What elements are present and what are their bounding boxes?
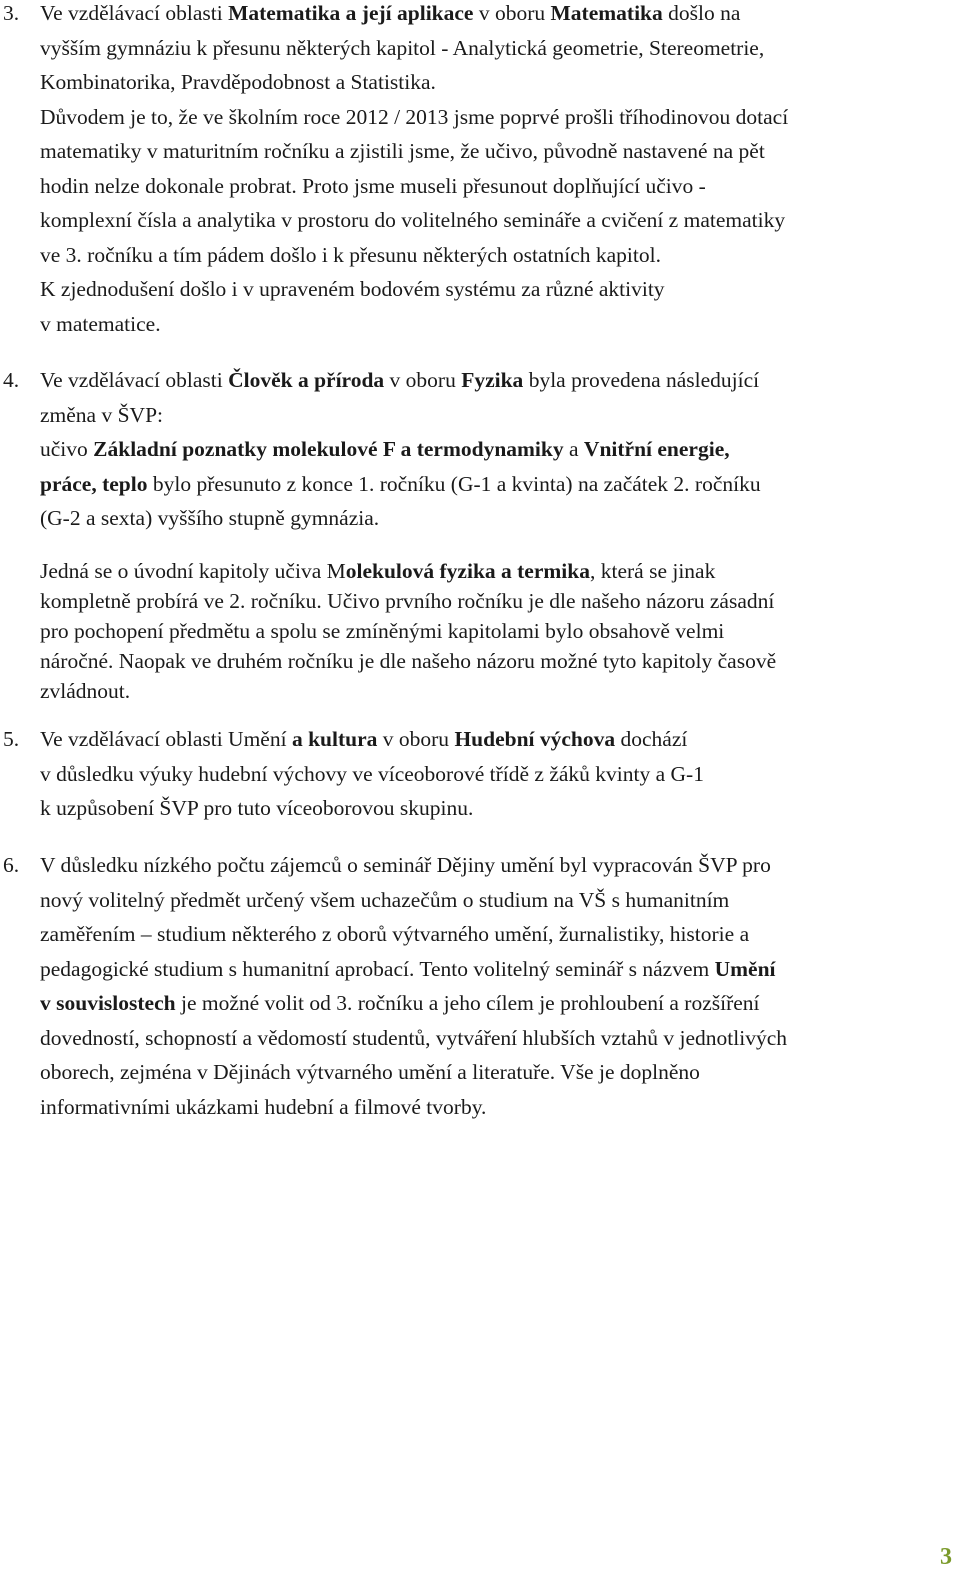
bold-text: Fyzika bbox=[461, 368, 524, 392]
text-run: V důsledku nízkého počtu zájemců o seminář Dějiny umění byl vypracován ŠVP pro bbox=[40, 853, 771, 877]
text-line bbox=[40, 722, 952, 757]
item-number: 5. bbox=[3, 727, 20, 751]
text-run: informativními ukázkami hudební a filmové tvorby. bbox=[40, 1094, 487, 1119]
text-line bbox=[40, 791, 952, 826]
text-line bbox=[40, 952, 952, 987]
item-number: 3. bbox=[3, 1, 20, 25]
text-run: v oboru bbox=[377, 727, 455, 751]
item-text bbox=[40, 0, 952, 341]
text-line bbox=[40, 238, 952, 273]
text-line bbox=[40, 134, 952, 169]
text-run: v důsledku výuky hudební výchovy ve víceoborové třídě z žáků kvinty a G-1 bbox=[40, 761, 704, 786]
text-line bbox=[40, 432, 952, 467]
text-run: Kombinatorika, Pravděpodobnost a Statistika. bbox=[40, 70, 436, 94]
text-run: zvládnout. bbox=[40, 678, 131, 703]
text-run: ve 3. ročníku a tím pádem došlo i k přesunu některých ostatních kapitol. bbox=[40, 242, 661, 267]
bold-text: Matematika a její aplikace bbox=[228, 1, 474, 25]
text-line bbox=[40, 169, 952, 204]
text-line bbox=[40, 363, 952, 398]
text-line bbox=[40, 883, 952, 918]
text-run: Ve vzdělávací oblasti bbox=[40, 368, 229, 392]
text-run: náročné. Naopak ve druhém ročníku je dle našeho názoru možné tyto kapitoly časově bbox=[40, 648, 777, 673]
list-item-6 bbox=[0, 848, 960, 1124]
bold-text: Člověk a příroda bbox=[228, 368, 385, 392]
page-number: 3 bbox=[940, 1544, 952, 1570]
text-line bbox=[40, 272, 952, 307]
text-run: dovedností, schopností a vědomostí studentů, vytváření hlubších vztahů v jednotlivých bbox=[40, 1025, 788, 1050]
text-line bbox=[40, 556, 952, 586]
list-item-5 bbox=[0, 722, 960, 826]
text-line bbox=[40, 616, 952, 646]
text-line bbox=[40, 986, 952, 1021]
text-run: je možné volit od 3. ročníku a jeho cílem je prohloubení a rozšíření bbox=[175, 991, 760, 1015]
text-run: dochází bbox=[615, 727, 688, 751]
text-run: pro pochopení předmětu a spolu se zmíněnými kapitolami bylo obsahově velmi bbox=[40, 618, 725, 643]
list-item-4 bbox=[0, 363, 960, 706]
bold-text: Vnitřní energie, bbox=[583, 437, 730, 461]
item-text bbox=[40, 848, 952, 1124]
text-line bbox=[40, 1090, 952, 1125]
list-item-3 bbox=[0, 0, 960, 341]
text-run: v matematice. bbox=[40, 311, 161, 336]
text-run: pedagogické studium s humanitní aprobací. Tento volitelný seminář s názvem bbox=[40, 956, 715, 981]
item-text bbox=[40, 722, 952, 826]
item-text bbox=[40, 363, 952, 706]
text-line bbox=[40, 467, 952, 502]
text-run: k uzpůsobení ŠVP pro tuto víceoborovou skupinu. bbox=[40, 796, 474, 820]
text-run: (G-2 a sexta) vyššího stupně gymnázia. bbox=[40, 506, 380, 530]
item-number: 4. bbox=[3, 368, 20, 392]
text-run: Důvodem je to, že ve školním roce 2012 / 2013 jsme poprvé prošli tříhodinovou dotací bbox=[40, 104, 789, 129]
text-run: komplexní čísla a analytika v prostoru do volitelného semináře a cvičení z matematiky bbox=[40, 208, 786, 232]
text-run: Jedná se o úvodní kapitoly učiva M bbox=[40, 558, 346, 583]
paragraph bbox=[40, 0, 952, 341]
text-line bbox=[40, 917, 952, 952]
text-line bbox=[40, 398, 952, 433]
text-run: bylo přesunuto z konce 1. ročníku (G-1 a kvinta) na začátek 2. ročníku bbox=[147, 471, 761, 496]
text-line bbox=[40, 31, 952, 66]
text-run: a bbox=[563, 437, 584, 461]
text-run: zaměřením bbox=[40, 922, 141, 946]
bold-text: Základní poznatky molekulové F a termodynamiky bbox=[93, 437, 564, 461]
text-line bbox=[40, 0, 952, 31]
text-line bbox=[40, 757, 952, 792]
text-line bbox=[40, 65, 952, 100]
text-run: K zjednodušení došlo i v upraveném bodovém systému za různé aktivity bbox=[40, 277, 665, 301]
text-run: v oboru bbox=[384, 368, 462, 392]
bold-text: olekulová fyzika a termika bbox=[345, 558, 590, 583]
text-run: nový volitelný předmět určený všem uchazečům o studium na VŠ s humanitním bbox=[40, 887, 730, 912]
text-run: vyšším gymnáziu k přesunu některých kapitol - Analytická geometrie, Stereometrie, bbox=[40, 35, 765, 60]
text-run: došlo na bbox=[662, 1, 741, 25]
text-line bbox=[40, 203, 952, 238]
text-run: Ve vzdělávací oblasti bbox=[40, 1, 229, 25]
text-run: Ve vzdělávací oblasti Umění bbox=[40, 727, 292, 751]
item-number: 6. bbox=[3, 853, 20, 877]
bold-text: a kultura bbox=[291, 727, 378, 751]
text-run: , která se jinak bbox=[589, 558, 716, 583]
paragraph bbox=[40, 722, 952, 826]
bold-text: v souvislostech bbox=[40, 991, 176, 1015]
paragraph bbox=[40, 848, 952, 1124]
text-run: – bbox=[140, 922, 152, 946]
text-line bbox=[40, 1055, 952, 1090]
text-line bbox=[40, 501, 952, 536]
paragraph bbox=[40, 363, 952, 536]
text-run: změna v ŠVP: bbox=[40, 402, 164, 427]
text-run: matematiky v maturitním ročníku a zjistili jsme, že učivo, původně nastavené na pět bbox=[40, 139, 765, 163]
text-line bbox=[40, 646, 952, 676]
bold-text: práce, teplo bbox=[40, 471, 148, 496]
text-line bbox=[40, 1021, 952, 1056]
text-line bbox=[40, 676, 952, 706]
text-line bbox=[40, 100, 952, 135]
text-run: byla provedena následující bbox=[523, 368, 760, 392]
text-line bbox=[40, 586, 952, 616]
text-line bbox=[40, 307, 952, 342]
text-run: oborech, zejména v Dějinách výtvarného umění a literatuře. Vše je doplněno bbox=[40, 1060, 700, 1084]
text-line bbox=[40, 848, 952, 883]
bold-text: Matematika bbox=[550, 1, 663, 25]
text-run: v oboru bbox=[473, 1, 551, 25]
bold-text: Umění bbox=[714, 956, 776, 981]
bold-text: Hudební výchova bbox=[454, 727, 616, 751]
text-run: hodin nelze dokonale probrat. Proto jsme museli přesunout doplňující učivo - bbox=[40, 173, 706, 198]
text-run: učivo bbox=[40, 437, 94, 461]
text-run: studium některého z oborů výtvarného umění, žurnalistiky, historie a bbox=[151, 922, 750, 946]
paragraph bbox=[40, 556, 952, 706]
text-run: kompletně probírá ve 2. ročníku. Učivo prvního ročníku je dle našeho názoru zásadní bbox=[40, 588, 775, 613]
